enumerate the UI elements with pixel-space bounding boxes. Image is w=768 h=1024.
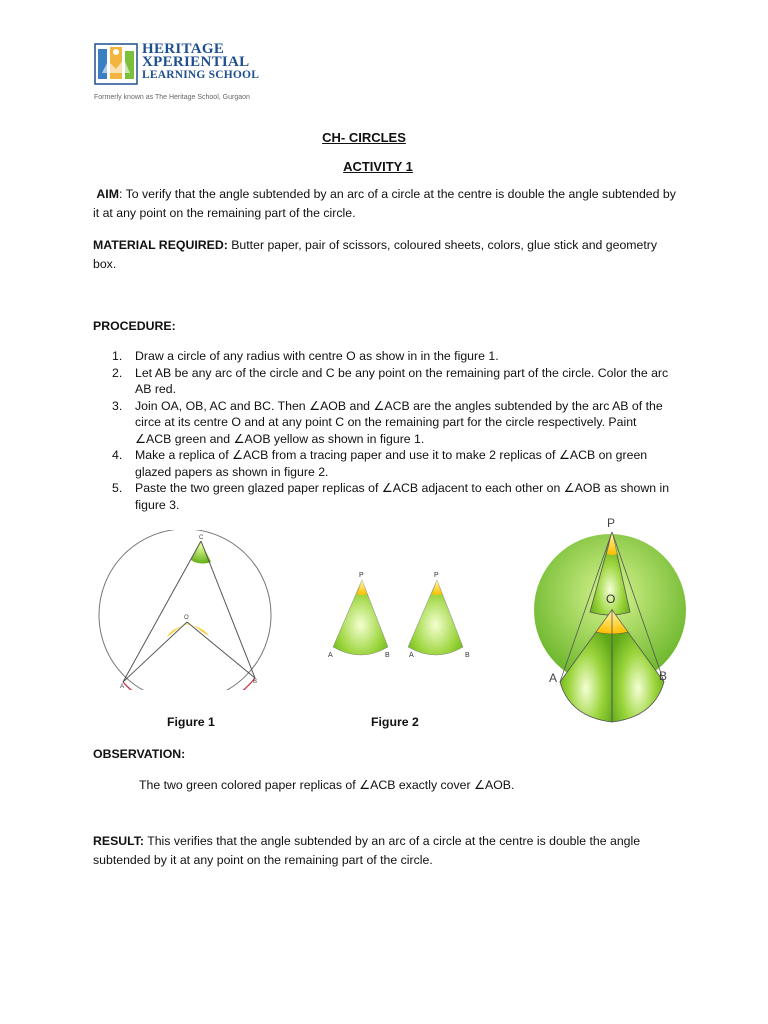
fig3-label-o: O xyxy=(606,592,616,606)
step-text: Let AB be any arc of the circle and C be any point on the remaining part of the circle. Color the arc AB red. xyxy=(135,365,669,396)
fig2-label-a2: A xyxy=(409,652,414,659)
material-paragraph xyxy=(93,236,683,274)
fig2-label-b2: B xyxy=(465,652,470,659)
fig1-label-c: C xyxy=(199,535,204,541)
procedure-steps xyxy=(93,348,673,513)
logo-subtitle: Formerly known as The Heritage School, Gurgaon xyxy=(94,94,250,101)
step-number: 4. xyxy=(112,448,123,462)
school-logo xyxy=(94,43,294,103)
fig3-label-b: B xyxy=(659,669,668,683)
step-number: 5. xyxy=(112,481,123,495)
figure-2-diagram xyxy=(325,565,480,660)
fig2-label-p2: P xyxy=(434,572,439,579)
procedure-step xyxy=(93,447,673,480)
figure-3-diagram xyxy=(530,512,710,725)
procedure-step xyxy=(93,348,673,365)
fig3-label-p: P xyxy=(607,516,616,530)
step-number: 3. xyxy=(112,398,123,413)
procedure-step xyxy=(93,480,673,513)
step-number: 2. xyxy=(112,365,123,380)
result-label: RESULT: xyxy=(93,834,145,848)
aim-text: : To verify that the angle subtended by an arc of a circle at the centre is double the angle subtended by it at any point on the remaining part of the circle. xyxy=(93,187,676,220)
result-text: This verifies that the angle subtended by an arc of a circle at the centre is double the angle subtended by it at any point on the remaining part of the circle. xyxy=(93,834,641,867)
result-paragraph xyxy=(93,832,683,870)
logo-line-3: LEARNING SCHOOL xyxy=(142,69,260,81)
material-text: Butter paper, pair of scissors, coloured sheets, colors, glue stick and geometry box. xyxy=(93,238,658,271)
aim-paragraph xyxy=(93,185,683,223)
fig3-label-a: A xyxy=(549,671,558,685)
fig1-label-o: O xyxy=(184,615,189,621)
procedure-step xyxy=(93,365,673,398)
fig2-label-p1: P xyxy=(359,572,364,579)
figure-1-caption: Figure 1 xyxy=(167,715,215,729)
procedure-step xyxy=(93,398,673,448)
observation-heading: OBSERVATION: xyxy=(93,747,186,761)
figure-1-diagram xyxy=(95,530,280,690)
aim-label: AIM xyxy=(96,187,119,201)
step-text: Make a replica of ∠ACB from a tracing paper and use it to make 2 replicas of ∠ACB on green glazed papers as shown in figure 2. xyxy=(135,448,648,479)
fig1-label-b: B xyxy=(253,679,258,685)
step-text: Draw a circle of any radius with centre O as show in in the figure 1. xyxy=(135,349,499,363)
fig1-label-a: A xyxy=(120,684,125,690)
observation-text: The two green colored paper replicas of ∠ACB exactly cover ∠AOB. xyxy=(139,778,515,792)
logo-line-2: XPERIENTIAL xyxy=(142,54,250,70)
figure-2-caption: Figure 2 xyxy=(371,715,419,729)
chapter-title: CH- CIRCLES xyxy=(322,130,406,145)
material-label: MATERIAL REQUIRED: xyxy=(93,238,228,252)
step-number: 1. xyxy=(112,349,123,363)
fig2-label-b1: B xyxy=(385,652,390,659)
school-logo-icon xyxy=(94,43,138,85)
procedure-heading: PROCEDURE: xyxy=(93,319,176,333)
step-text: Join OA, OB, AC and BC. Then ∠AOB and ∠ACB are the angles subtended by the arc AB of the circe at its centre O and at any point C on the remaining part for the circle respectively. Paint ∠ACB green and ∠AOB yellow as shown in figure 1. xyxy=(135,398,663,446)
step-text: Paste the two green glazed paper replicas of ∠ACB adjacent to each other on ∠AOB as shown in figure 3. xyxy=(135,481,670,512)
fig2-label-a1: A xyxy=(328,652,333,659)
logo-text xyxy=(142,43,259,82)
logo-line-1: HERITAGE xyxy=(142,41,225,57)
activity-title: ACTIVITY 1 xyxy=(343,159,413,174)
